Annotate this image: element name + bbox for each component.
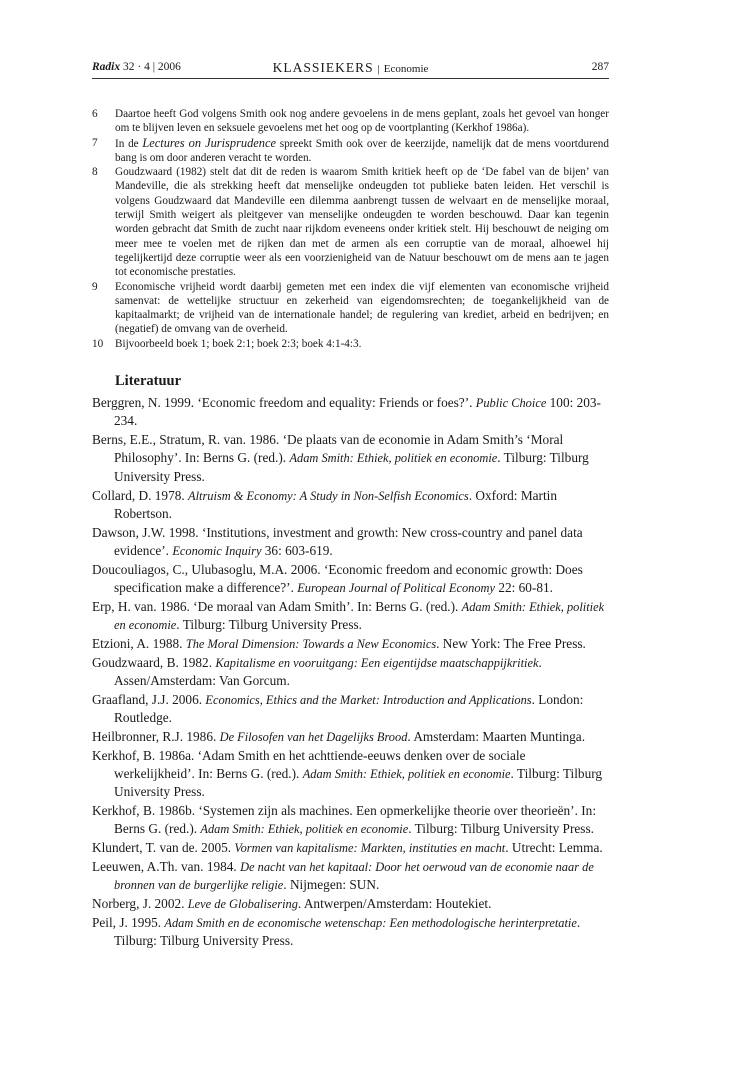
endnote-italic-title: Lectures on Jurisprudence xyxy=(142,135,276,150)
ref-text: Doucouliagos, C., Ulubasoglu, M.A. 2006. ‘Economic freedom and economic growth: Does specification make a difference?’. xyxy=(92,561,583,596)
ref-italic-title: Economics, Ethics and the Market: Introduction and Applications xyxy=(205,692,532,707)
ref-text: 100: 203-234. xyxy=(114,395,601,429)
ref-text: . Utrecht: Lemma. xyxy=(505,840,603,856)
section-title xyxy=(92,59,609,77)
section-separator: | xyxy=(377,63,380,75)
reference-item xyxy=(92,394,609,431)
endnote-number: 6 xyxy=(92,108,98,120)
ref-text: . New York: The Free Press. xyxy=(436,635,586,651)
endnote-text: Bijvoorbeeld boek 1; boek 2:1; boek 2:3; boek 4:1-4:3. xyxy=(115,337,362,350)
ref-text: Goudzwaard, B. 1982. xyxy=(92,654,216,670)
reference-item xyxy=(92,839,609,857)
ref-text: Kerkhof, B. 1986b. ‘Systemen zijn als machines. Een opmerkelijke theorie over theorieën’. In: Berns G. (red.). xyxy=(92,803,597,837)
ref-italic-title: Kapitalisme en vooruitgang: Een eigentijdse maatschappijkritiek xyxy=(215,655,539,670)
ref-text: . Nijmegen: SUN. xyxy=(283,877,380,893)
reference-item xyxy=(92,728,609,746)
ref-italic-title: Adam Smith: Ethiek, politiek en economie xyxy=(302,766,511,781)
ref-text: . Tilburg: Tilburg University Press. xyxy=(114,765,603,800)
reference-item xyxy=(92,431,609,486)
ref-text: Leeuwen, A.Th. van. 1984. xyxy=(92,858,241,874)
endnote-number: 8 xyxy=(92,166,98,179)
literature-heading: Literatuur xyxy=(115,373,182,390)
endnote-text: Economische vrijheid wordt daarbij gemeten met een index die vijf elementen van economische vrijheid samenvat: de wettelijke structuur en zekerheid van eigendomsrechten; de toegankelijkheid van de kapitaalmarkt; de vrijheid van de internationale handel; de regulering van krediet, arbeid en bedrijven; en (negatief) de omvang van de overheid. xyxy=(115,280,609,336)
ref-text: Erp, H. van. 1986. ‘De moraal van Adam Smith’. In: Berns G. (red.). xyxy=(92,598,462,614)
reference-item xyxy=(92,561,609,598)
page-number: 287 xyxy=(591,61,609,73)
ref-text: Berns, E.E., Stratum, R. van. 1986. ‘De plaats van de economie in Adam Smith’s ‘Moral Philosophy’. In: Berns G. (red.). xyxy=(92,432,564,466)
reference-item xyxy=(92,895,609,913)
endnote xyxy=(92,165,609,279)
endnote-text-part: spreekt Smith ook over de keerzijde, namelijk dat de mens voortdurend bang is om door anderen veracht te worden. xyxy=(115,137,609,164)
reference-item xyxy=(92,691,609,728)
reference-item xyxy=(92,858,609,895)
ref-italic-title: Public Choice xyxy=(475,396,547,411)
ref-text: 22: 60-81. xyxy=(495,580,553,596)
journal-name: Radix xyxy=(92,61,121,73)
reference-item xyxy=(92,635,609,653)
ref-text: Kerkhof, B. 1986a. ‘Adam Smith en het achttiende-eeuws denken over de sociale werkelijkheid’. In: Berns G. (red.). xyxy=(92,747,526,781)
ref-text: . Oxford: Martin Robertson. xyxy=(114,487,558,521)
ref-text: Heilbronner, R.J. 1986. xyxy=(92,728,220,744)
endnote-number: 7 xyxy=(92,136,98,149)
endnote-number: 9 xyxy=(92,280,98,293)
journal-issue: 32 · 4 | 2006 xyxy=(123,61,181,73)
ref-text: . Tilburg: Tilburg University Press. xyxy=(114,914,581,949)
ref-text: 36: 603-619. xyxy=(261,542,333,558)
subsection-name: Economie xyxy=(383,63,429,75)
ref-text: Dawson, J.W. 1998. ‘Institutions, investment and growth: New cross-country and panel data evidence’. xyxy=(92,524,583,558)
ref-text: . Tilburg: Tilburg University Press. xyxy=(408,821,594,837)
ref-italic-title: The Moral Dimension: Towards a New Economics xyxy=(185,636,437,651)
ref-italic-title: Altruism & Economy: A Study in Non-Selfish Economics xyxy=(188,488,469,503)
ref-italic-title: De nacht van het kapitaal: Door het oerwoud van de economie naar de bronnen van de burgerlijke religie xyxy=(114,859,594,893)
ref-italic-title: Economic Inquiry xyxy=(172,543,262,558)
endnote-text-part: In de xyxy=(115,137,143,150)
endnote xyxy=(92,136,609,166)
ref-italic-title: Adam Smith en de economische wetenschap: Een methodologische herinterpretatie xyxy=(164,915,577,930)
reference-item xyxy=(92,914,609,951)
reference-item xyxy=(92,654,609,691)
ref-italic-title: European Journal of Political Economy xyxy=(297,581,495,596)
endnote-text: Daartoe heeft God volgens Smith ook nog andere gevoelens in de mens geplant, zoals het gevoel van honger om te blijven leven en seksuele gevoelens met het oog op de voortplanting (Kerkhof 1986a). xyxy=(115,108,609,135)
endnote xyxy=(92,107,609,136)
section-name: KLASSIEKERS xyxy=(272,60,374,75)
ref-text: Berggren, N. 1999. ‘Economic freedom and equality: Friends or foes?’. xyxy=(92,395,476,411)
reference-item xyxy=(92,802,609,839)
ref-text: Etzioni, A. 1988. xyxy=(92,635,186,651)
ref-text: . London: Routledge. xyxy=(114,691,584,726)
ref-text: . Tilburg: Tilburg University Press. xyxy=(114,450,589,484)
ref-italic-title: De Filosofen van het Dagelijks Brood xyxy=(219,729,408,744)
endnotes xyxy=(92,107,609,351)
ref-italic-title: Leve de Globalisering xyxy=(187,897,298,912)
endnote xyxy=(92,337,609,351)
ref-text: . Assen/Amsterdam: Van Gorcum. xyxy=(114,654,542,688)
ref-italic-title: Adam Smith: Ethiek, politiek en economie xyxy=(289,451,498,466)
endnote-number: 10 xyxy=(92,337,104,350)
ref-text: Collard, D. 1978. xyxy=(92,487,189,503)
ref-text: . Antwerpen/Amsterdam: Houtekiet. xyxy=(297,896,492,912)
running-header xyxy=(92,58,609,79)
endnote-text xyxy=(115,136,609,166)
page xyxy=(92,58,609,951)
reference-item xyxy=(92,598,609,635)
ref-text: Norberg, J. 2002. xyxy=(92,896,188,912)
ref-italic-title: Adam Smith: Ethiek, politiek en economie xyxy=(200,822,409,837)
ref-text: Graafland, J.J. 2006. xyxy=(92,691,206,707)
reference-item xyxy=(92,487,609,524)
endnote-text: Goudzwaard (1982) stelt dat dit de reden is waarom Smith kritiek heeft op de ‘De fabel van de bijen’ van Mandeville, die als strekking heeft dat menselijke ondeugden tot publieke baten leiden. Het verschil is volgens Goudzwaard dat Mandeville een dilemma aanbrengt tussen de welvaart en de menselijke moraal, terwijl Smith weigert als pleitgever van menselijke ondeugden te worden beschouwd. Daar kan tegenin worden gebracht dat Smith de zucht naar rijkdom eveneens onder kritiek stelt. Hij beschouwt de neiging om meer mee te voelen met de rijken dan met de armen als een corruptie van de moraal, alhoewel hij tegelijkertijd deze corruptie weer als een voorzienigheid van de Natuur beschouwt om de mens aan te jagen tot economische prestaties. xyxy=(115,166,609,279)
ref-text: . Amsterdam: Maarten Muntinga. xyxy=(407,728,586,744)
ref-italic-title: Vormen van kapitalisme: Markten, instituties en macht xyxy=(234,841,506,856)
ref-text: . Tilburg: Tilburg University Press. xyxy=(176,617,363,633)
reference-item xyxy=(92,524,609,561)
ref-text: Peil, J. 1995. xyxy=(92,914,165,930)
reference-list xyxy=(92,394,609,950)
endnote xyxy=(92,280,609,337)
ref-text: Klundert, T. van de. 2005. xyxy=(92,840,235,856)
reference-item xyxy=(92,747,609,802)
ref-italic-title: Adam Smith: Ethiek, politiek en economie xyxy=(114,599,605,633)
